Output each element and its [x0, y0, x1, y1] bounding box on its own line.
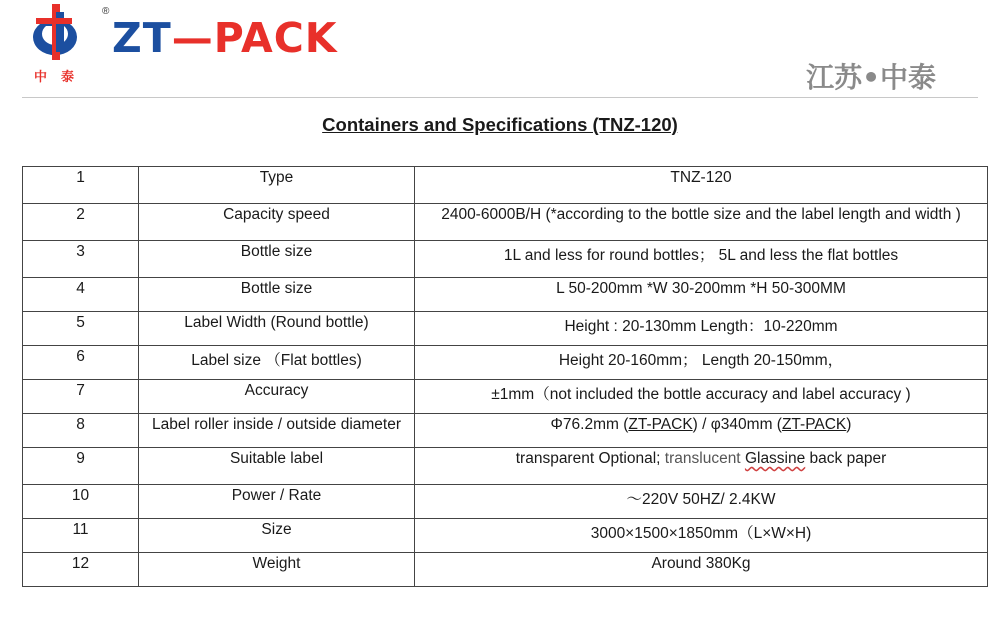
spec-item: Label roller inside / outside diameter [139, 414, 415, 448]
row-number: 1 [23, 167, 139, 204]
table-row [23, 553, 988, 587]
table-row [23, 380, 988, 414]
row-number: 12 [23, 553, 139, 587]
spec-value: L 50-200mm *W 30-200mm *H 50-300MM [415, 278, 988, 312]
spec-item: Label Width (Round bottle) [139, 312, 415, 346]
spec-value: 3000×1500×1850mm（L×W×H) [415, 519, 988, 553]
table-row [23, 278, 988, 312]
row-number: 9 [23, 448, 139, 485]
spec-value-part: translucent [664, 450, 745, 467]
spec-value-part: ) / φ340mm ( [692, 416, 782, 433]
row-number: 5 [23, 312, 139, 346]
table-row [23, 485, 988, 519]
row-number: 7 [23, 380, 139, 414]
spec-item: Power / Rate [139, 485, 415, 519]
row-number: 3 [23, 241, 139, 278]
spec-value: ～220V 50HZ/ 2.4KW [415, 485, 988, 519]
logo-wordmark [112, 14, 338, 62]
spec-item: Weight [139, 553, 415, 587]
logo-wordmark-dash: — [171, 14, 214, 62]
registered-mark: ® [102, 6, 110, 17]
spec-item: Size [139, 519, 415, 553]
spec-item: Label size （Flat bottles) [139, 346, 415, 380]
spec-item: Suitable label [139, 448, 415, 485]
spec-value: 2400-6000B/H (*according to the bottle size and the label length and width ) [415, 204, 988, 241]
logo-chinese-name: 中泰 [34, 69, 89, 84]
spec-value: TNZ-120 [415, 167, 988, 204]
row-number: 4 [23, 278, 139, 312]
row-number: 6 [23, 346, 139, 380]
spec-item: Bottle size [139, 278, 415, 312]
row-number: 8 [23, 414, 139, 448]
brand-link: ZT-PACK [628, 416, 693, 433]
spec-value: Height 20-160mm； Length 20-150mm， [415, 346, 988, 380]
spec-value: ±1mm（not included the bottle accuracy and label accuracy ) [415, 380, 988, 414]
row-number: 10 [23, 485, 139, 519]
spell-flagged-word: Glassine [744, 450, 806, 467]
brand-link: ZT-PACK [781, 416, 847, 433]
row-number: 2 [23, 204, 139, 241]
spec-value: Around 380Kg [415, 553, 988, 587]
spec-item: Type [139, 167, 415, 204]
spec-item: Capacity speed [139, 204, 415, 241]
spec-value-part: transparent Optional; [515, 450, 665, 467]
spec-value [415, 448, 988, 485]
spec-value-part: Φ76.2mm ( [550, 416, 629, 433]
spec-value [415, 414, 988, 448]
table-row [23, 312, 988, 346]
spec-value: 1L and less for round bottles； 5L and less the flat bottles [415, 241, 988, 278]
table-row [23, 414, 988, 448]
spec-item: Accuracy [139, 380, 415, 414]
company-logo [26, 4, 356, 84]
table-row [23, 346, 988, 380]
logo-wordmark-zt: ZT [112, 14, 172, 62]
row-number: 11 [23, 519, 139, 553]
document-title: Containers and Specifications (TNZ-120) [322, 114, 678, 135]
header-divider [22, 97, 978, 98]
table-row [23, 519, 988, 553]
brand-chinese-name: 江苏•中泰 [806, 61, 936, 94]
spec-item: Bottle size [139, 241, 415, 278]
logo-wordmark-pack: PACK [213, 14, 338, 62]
table-row [23, 241, 988, 278]
table-row [23, 167, 988, 204]
spec-value-part: back paper [805, 450, 887, 467]
table-row [23, 204, 988, 241]
table-row [23, 448, 988, 485]
specifications-table [22, 166, 988, 587]
spec-value: Height : 20-130mm Length：10-220mm [415, 312, 988, 346]
spec-value-part: ) [846, 416, 852, 433]
